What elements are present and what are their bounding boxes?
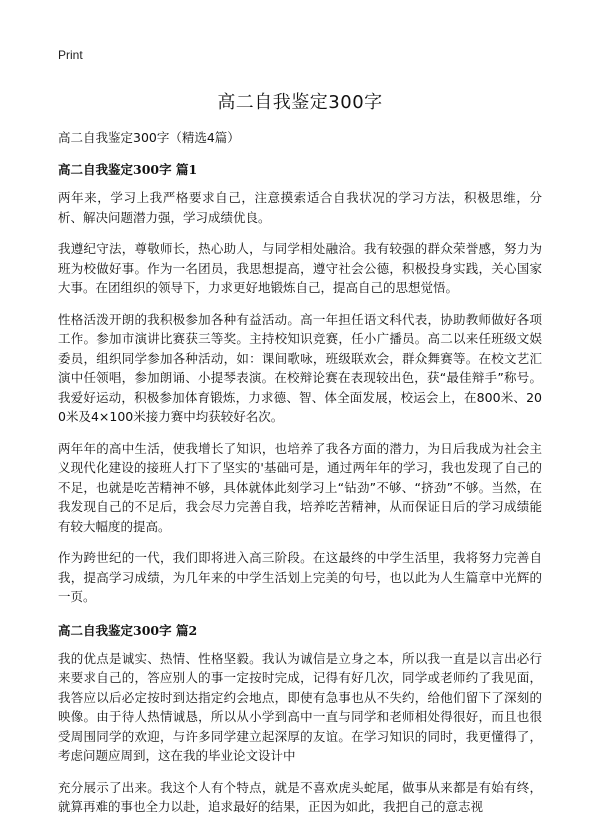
section-2-paragraph-2: 充分展示了出来。我这个人有个特点，就是不喜欢虎头蛇尾，做事从来都是有始有终，就算再难的事也全力以赴，追求最好的结果，正因为如此，我把自己的意志视 <box>58 779 542 814</box>
print-label: Print <box>58 48 83 62</box>
section-heading-1: 高二自我鉴定300字 篇1 <box>58 162 198 177</box>
document-title: 高二自我鉴定300字 <box>217 92 383 113</box>
section-1-paragraph-2: 我遵纪守法，尊敬师长，热心助人，与同学相处融洽。我有较强的群众荣誉感，努力为班为校做好事。作为一名团员，我思想提高，遵守社会公德，积极投身实践，关心国家大事。在团组织的领导下，力求更好地锻炼自己，提高自己的思想觉悟。 <box>58 241 542 295</box>
section-2-paragraph-1: 我的优点是诚实、热情、性格坚毅。我认为诚信是立身之本，所以我一直是以言出必行来要求自己的，答应别人的事一定按时完成，记得有好几次，同学或老师约了我见面，我答应以后必定按时到达指定约会地点，即使有急事也从不失约，给他们留下了深刻的映像。由于待人热情诚恳，所以从小学到高中一直与同学和老师相处得很好，而且也很受周围同学的欢迎，与许多同学建立起深厚的友谊。在学习知识的同时，我更懂得了，考虑问题应周到，这在我的毕业论文设计中 <box>58 650 542 763</box>
document-subtitle: 高二自我鉴定300字（精选4篇） <box>58 130 240 145</box>
section-1-paragraph-3: 性格活泼开朗的我积极参加各种有益活动。高一年担任语文科代表，协助教师做好各项工作。参加市演讲比赛获三等奖。主持校知识竞赛，任小广播员。高二以来任班级文娱委员，组织同学参加各种活动，如：课间歌咏，班级联欢会，群众舞赛等。在校文艺汇演中任领唱，参加朗诵、小提琴表演。在校辩论赛在表现较出色，获“最佳辩手”称号。我爱好运动，积极参加体育锻炼，力求德、智、体全面发展，校运会上，在800米、200米及4×100米接力赛中均获较好名次。 <box>58 311 542 424</box>
section-1-paragraph-4: 两年年的高中生活，使我增长了知识，也培养了我各方面的潜力，为日后我成为社会主义现代化建设的接班人打下了坚实的'基础可是，通过两年年的学习，我也发现了自己的不足，也就是吃苦精神不够，具体就体此刻学习上“钻劲”不够、“挤劲”不够。当然，在我发现自己的不足后，我会尽力完善自我，培养吃苦精神，从而保证日后的学习成绩能有较大幅度的提高。 <box>58 440 542 534</box>
section-1-paragraph-5: 作为跨世纪的一代，我们即将进入高三阶段。在这最终的中学生活里，我将努力完善自我，提高学习成绩，为几年来的中学生活划上完美的句号，也以此为人生篇章中光辉的一页。 <box>58 550 542 604</box>
section-1-paragraph-1: 两年来，学习上我严格要求自己，注意摸索适合自我状况的学习方法，积极思维，分析、解决问题潜力强，学习成绩优良。 <box>58 190 542 225</box>
section-heading-2: 高二自我鉴定300字 篇2 <box>58 622 198 638</box>
